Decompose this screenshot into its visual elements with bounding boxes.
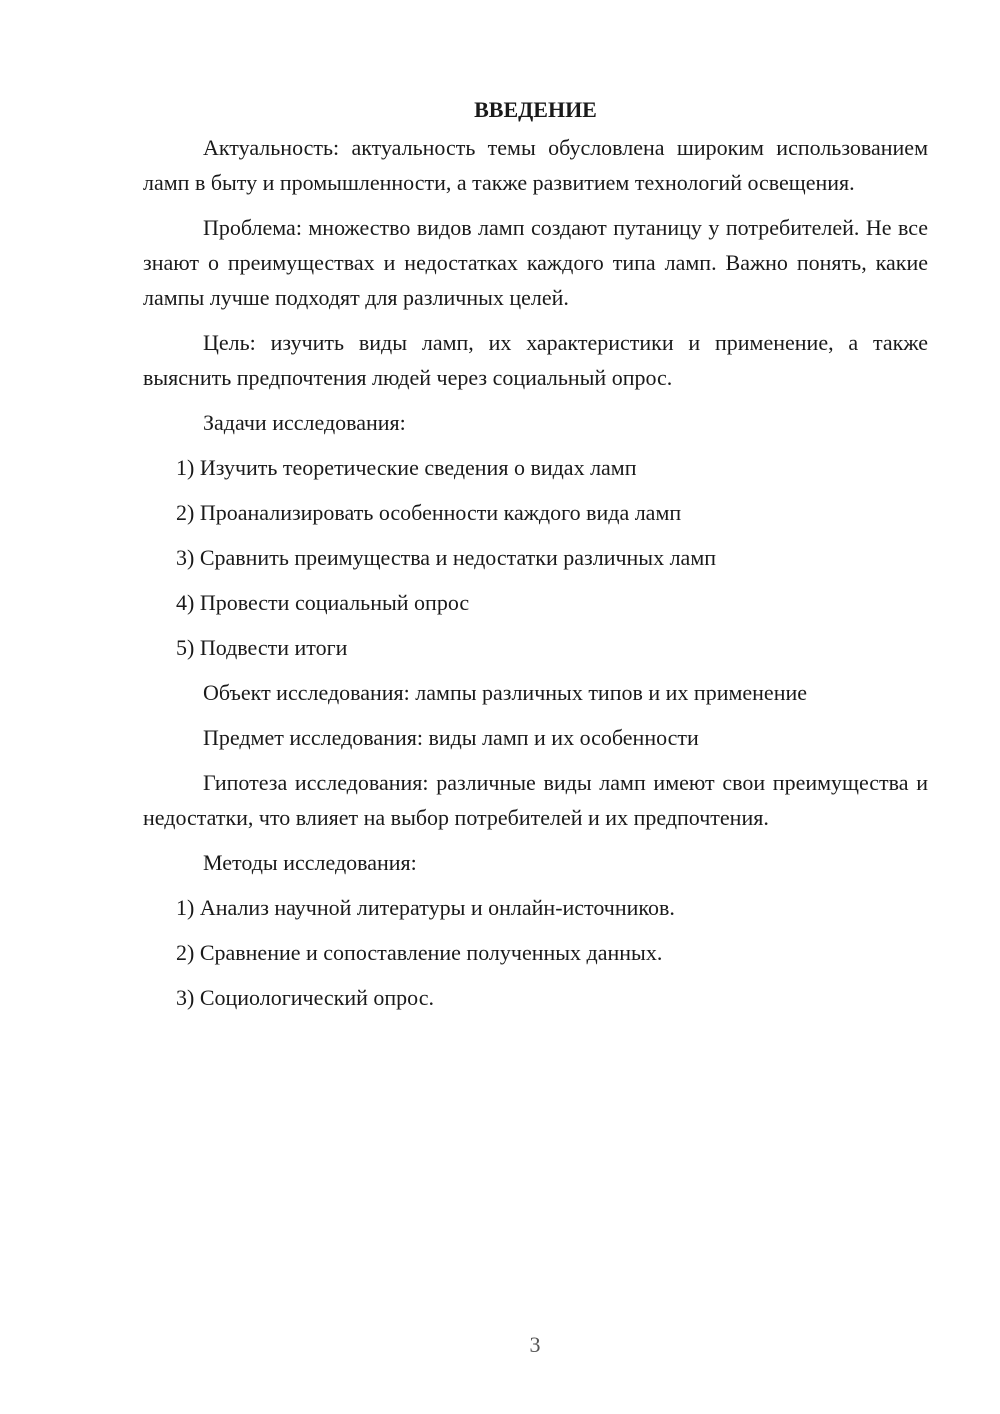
subject-paragraph: Предмет исследования: виды ламп и их особенности xyxy=(203,725,699,750)
object-paragraph: Объект исследования: лампы различных типов и их применение xyxy=(203,680,808,705)
methods-list xyxy=(143,890,928,1015)
tasks-list xyxy=(143,450,928,665)
document-body xyxy=(143,92,928,1025)
hypothesis-paragraph: Гипотеза исследования: различные виды ламп имеют свои преимущества и недостатки, что влияет на выбор потребителей и их предпочтения. xyxy=(143,770,928,830)
goal-paragraph: Цель: изучить виды ламп, их характеристики и применение, а также выяснить предпочтения людей через социальный опрос. xyxy=(143,330,928,390)
list-item: 4) Провести социальный опрос xyxy=(176,590,470,615)
list-item: 2) Проанализировать особенности каждого вида ламп xyxy=(176,500,682,525)
relevance-paragraph: Актуальность: актуальность темы обусловлена широким использованием ламп в быту и промышленности, а также развитием технологий освещения. xyxy=(143,135,928,195)
methods-title: Методы исследования: xyxy=(203,850,417,875)
list-item: 3) Социологический опрос. xyxy=(176,985,434,1010)
page-number: 3 xyxy=(529,1332,541,1357)
list-item: 3) Сравнить преимущества и недостатки различных ламп xyxy=(176,545,717,570)
tasks-title: Задачи исследования: xyxy=(203,410,406,435)
problem-paragraph: Проблема: множество видов ламп создают путаницу у потребителей. Не все знают о преимуществах и недостатках каждого типа ламп. Важно понять, какие лампы лучше подходят для различных целей. xyxy=(143,215,928,310)
list-item: 1) Изучить теоретические сведения о видах ламп xyxy=(176,455,637,480)
list-item: 1) Анализ научной литературы и онлайн-источников. xyxy=(176,895,675,920)
list-item: 5) Подвести итоги xyxy=(176,635,348,660)
section-heading: ВВЕДЕНИЕ xyxy=(474,97,597,122)
list-item: 2) Сравнение и сопоставление полученных данных. xyxy=(176,940,663,965)
